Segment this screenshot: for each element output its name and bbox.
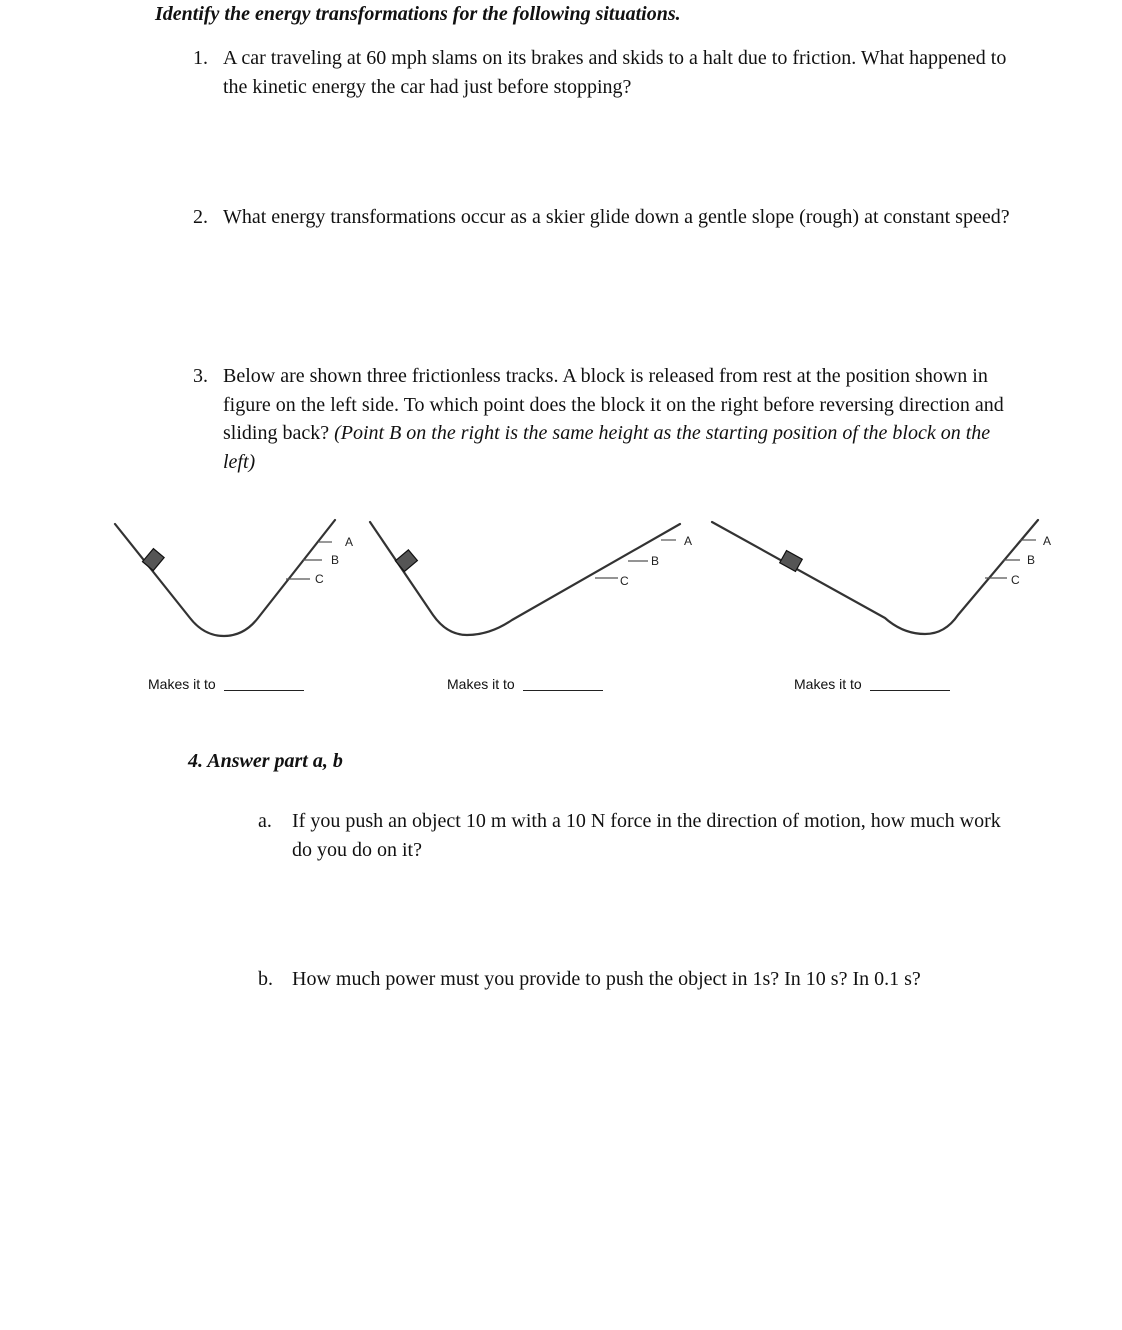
question-3-number: 3. <box>193 365 208 387</box>
track-2-makes-label: Makes it to <box>447 676 515 692</box>
question-3-text-italic: (Point B on the right is the same height as the starting position of the block on the left) <box>223 422 991 473</box>
track-1-label-b: B <box>331 553 340 567</box>
question-4a-text: If you push an object 10 m with a 10 N force in the direction of motion, how much work do you do on it? <box>292 810 1001 861</box>
question-4-heading: 4. Answer part a, b <box>188 750 343 772</box>
worksheet-heading: Identify the energy transformations for the following situations. <box>155 3 681 25</box>
track-3-answer-blank[interactable] <box>870 690 950 691</box>
question-4a-letter: a. <box>258 810 272 832</box>
question-4b-text: How much power must you provide to push the object in 1s? In 10 s? In 0.1 s? <box>292 968 921 990</box>
track-1-label-a: A <box>345 535 354 549</box>
question-4b-letter: b. <box>258 968 273 990</box>
block-3 <box>780 551 803 572</box>
track-3-label-c: C <box>1011 573 1020 587</box>
track-1-answer-blank[interactable] <box>224 690 304 691</box>
track-2-makes-it-to <box>447 676 603 692</box>
track-3-label-a: A <box>1043 534 1052 548</box>
block-1 <box>142 549 164 571</box>
track-2-label-a: A <box>684 534 693 548</box>
track-3-makes-label: Makes it to <box>794 676 862 692</box>
block-2 <box>395 550 417 572</box>
track-2-curve <box>370 522 680 635</box>
track-1-makes-label: Makes it to <box>148 676 216 692</box>
question-3-text-plain: Below are shown three frictionless tracks. A block is released from rest at the position shown in figure on the left side. To which point does the block it on the right before reversing direction and sliding back? <box>223 365 1004 444</box>
question-3-text <box>223 362 1023 476</box>
track-2-answer-blank[interactable] <box>523 690 603 691</box>
track-1-curve <box>115 520 335 636</box>
track-2-label-b: B <box>651 554 660 568</box>
track-2-label-c: C <box>620 574 629 588</box>
track-1-makes-it-to <box>148 676 304 692</box>
question-2-text: What energy transformations occur as a skier glide down a gentle slope (rough) at constant speed? <box>223 206 1010 228</box>
track-1-label-c: C <box>315 572 324 586</box>
track-3-label-b: B <box>1027 553 1036 567</box>
question-1-text: A car traveling at 60 mph slams on its brakes and skids to a halt due to friction. What happened to the kinetic energy the car had just before stopping? <box>223 47 1007 98</box>
track-3-curve <box>712 520 1038 634</box>
question-2-number: 2. <box>193 206 208 228</box>
track-3-makes-it-to <box>794 676 950 692</box>
question-1-number: 1. <box>193 47 208 69</box>
